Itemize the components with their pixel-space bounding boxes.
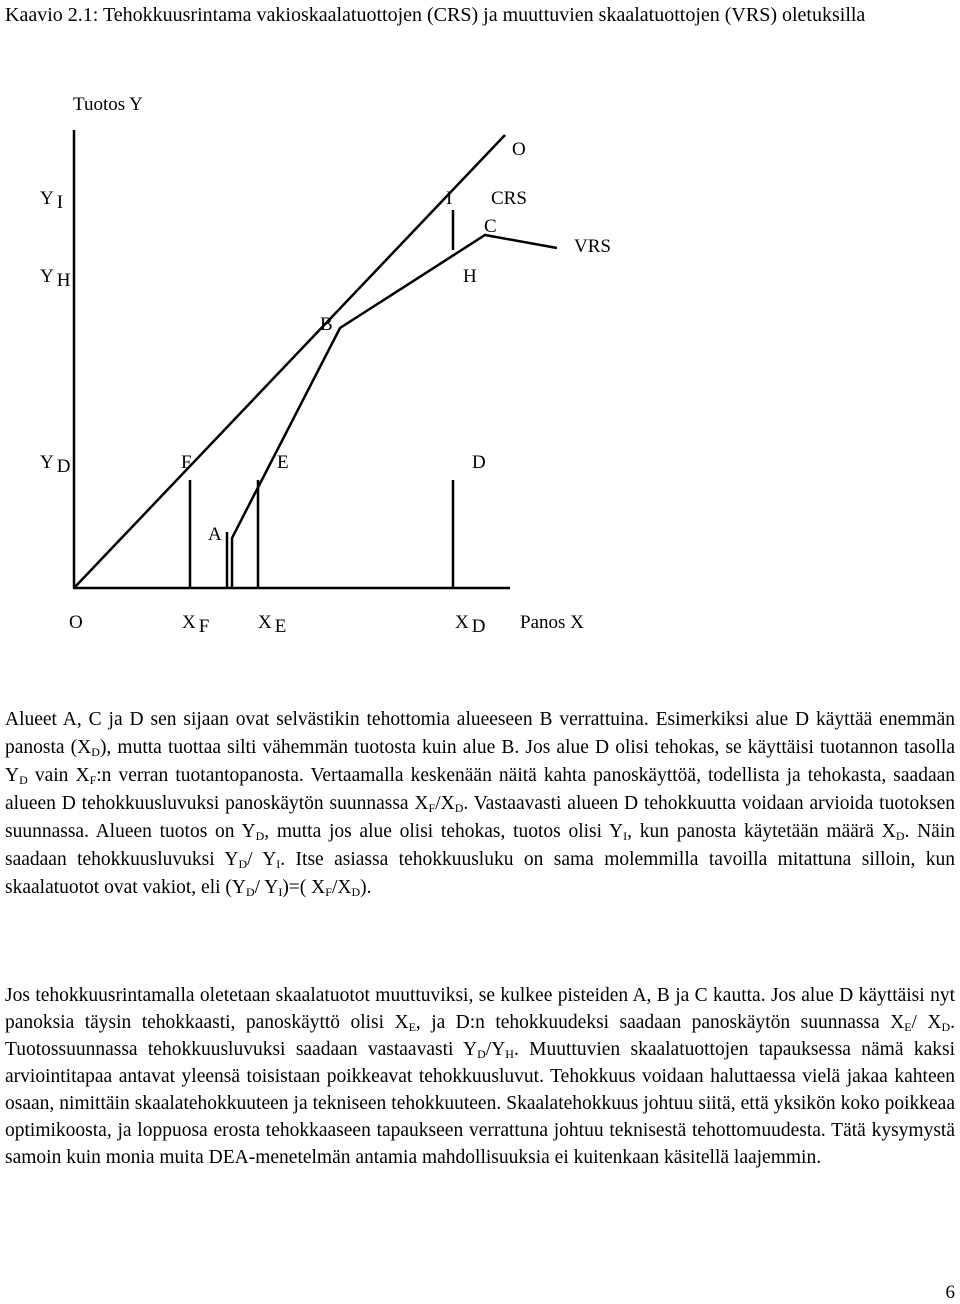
point-label-i: I (446, 188, 453, 209)
point-label-a: A (208, 524, 222, 545)
crs-end-label: O (512, 139, 526, 160)
y-tick-d: Y D (40, 452, 71, 477)
point-label-c: C (484, 216, 497, 237)
body-paragraph-1: Alueet A, C ja D sen sijaan ovat selvästikin tehottomia alueeseen B verrattuina. Esimerkiksi alue D käyttää enemmän panosta $(X_D)$, mutta tuottaa silti vähemmän tuotosta kuin alue B. Jos alue D olisi tehokas, se käyttäisi tuotannon tasolla $Y_D$ vain $X_F:n$ verran tuotantopanosta. Vertaamalla keskenään näitä kahta panoskäyttöä, todellista ja tehokasta, saadaan alueen D tehokkuusluvuksi panoskäytön suunnassa $X_F/X_D$. Vastaavasti alueen D tehokkuutta voidaan arvioida tuotoksen suunnassa. Alueen tuotos on $Y_D$, mutta jos alue olisi tehokas, tuotos olisi $Y_I$, kun panosta käytetään määrä $X_D$. Näin saadaan tehokkuusluvuksi $Y_D/$ $Y_I$. Itse asiassa tehokkuusluku on sama molemmilla tavoilla mitattuna silloin, kun skaalatuotot ovat vakiot, eli ($Y_D/$ $Y_I)=$( $X_F/X_D$). (5, 709, 956, 899)
x-axis-label: Panos X (520, 612, 584, 633)
x-tick-f: X F (182, 612, 210, 637)
point-label-d: D (472, 452, 486, 473)
point-label-b: B (320, 314, 333, 335)
x-tick-e: X E (258, 612, 287, 637)
y-tick-h: Y H (40, 266, 71, 291)
y-axis-label: Tuotos Y (73, 94, 143, 115)
point-label-f: F (181, 452, 192, 473)
vrs-label: VRS (574, 236, 611, 257)
figure-caption: Kaavio 2.1: Tehokkuusrintama vakioskaalatuottojen (CRS) ja muuttuvien skaalatuottojen (VRS) oletuksilla (5, 4, 866, 26)
crs-label: CRS (491, 188, 527, 209)
crs-frontier-line (74, 135, 505, 588)
x-tick-d: X D (455, 612, 486, 637)
y-tick-i: Y I (40, 188, 64, 213)
efficiency-frontier-diagram (0, 80, 960, 640)
body-paragraph-2: Jos tehokkuusrintamalla oletetaan skaalatuotot muuttuviksi, se kulkee pisteiden A, B ja C kautta. Jos alue D käyttäisi nyt panoksia täysin tehokkaasti, panoskäyttö olisi $X_E$, ja D:n tehokkuudeksi saadaan panoskäytön suunnassa $X_E/$ $X_D$. Tuotossuunnassa tehokkuusluvuksi saadaan vastaavasti $Y_D/Y_H$. Muuttuvien skaalatuottojen tapauksessa nämä kaksi arviointitapaa antavat yleensä toisistaan poikkeavat tehokkuusluvut. Tehokkuus voidaan haluttaessa vielä jakaa kahteen osaan, nimittäin skaalatehokkuuteen ja tekniseen tehokkuuteen. Skaalatehokkuus johtuu siitä, että yksikön koko poikkeaa optimikoosta, ja loppuosa erosta tehokkaaseen tapaukseen verrattuna johtuu teknisestä tehottomuudesta. Tätä kysymystä samoin kuin monia muita DEA-menetelmän antamia mahdollisuuksia ei kuitenkaan käsitellä laajemmin. (5, 985, 955, 1168)
point-label-h: H (463, 266, 477, 287)
page-number: 6 (945, 1282, 955, 1303)
point-label-e: E (277, 452, 289, 473)
vrs-frontier-line (232, 235, 557, 588)
origin-label: O (69, 612, 83, 633)
